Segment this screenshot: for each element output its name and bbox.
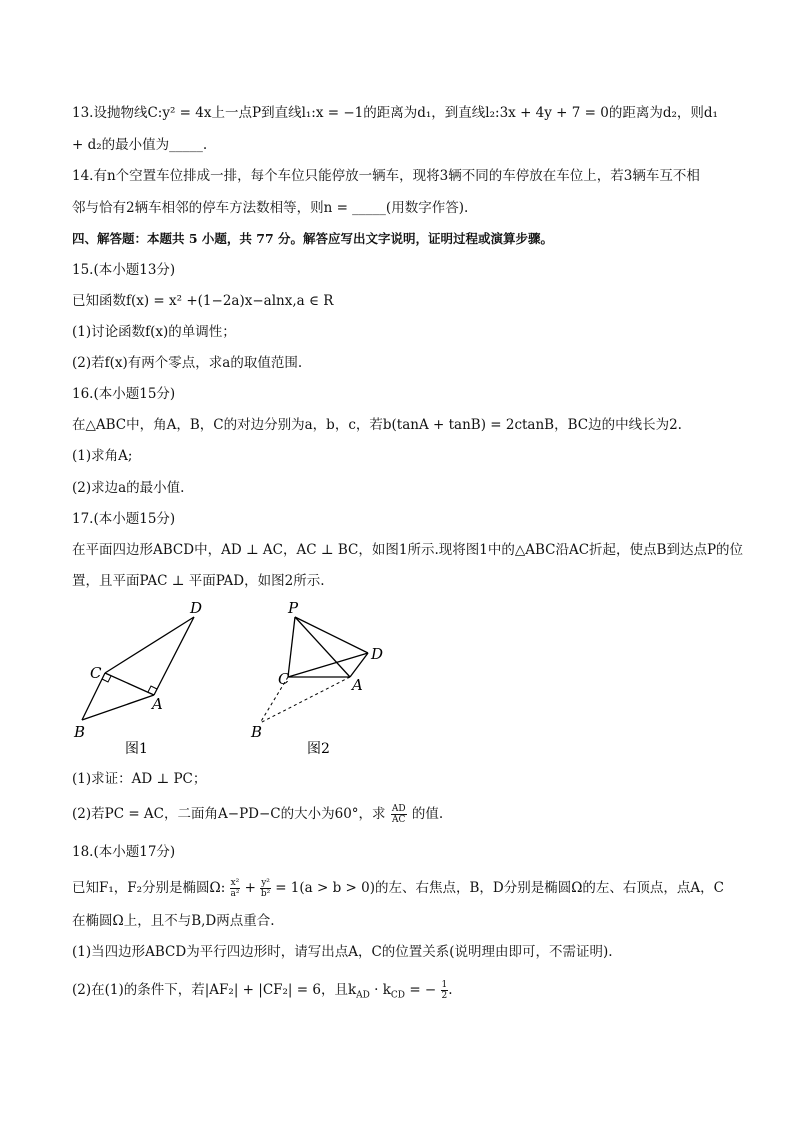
q17-part2-pre: (2)若PC = AC，二面角A−PD−C的大小为60°，求	[72, 806, 386, 822]
q18-header: 18.(本小题17分)	[72, 844, 176, 860]
q16-part1: (1)求角A;	[72, 448, 133, 464]
q17-stem-line2: 置，且平面PAC ⊥ 平面PAD，如图2所示.	[72, 573, 325, 589]
q18-fraction-y-num: y²	[261, 878, 270, 888]
q18-part2-pre: (2)在(1)的条件下，若|AF₂| + |CF₂| = 6，且k	[72, 982, 357, 998]
q17-fraction-num: AD	[391, 804, 406, 814]
fig1-edge-ca	[105, 673, 154, 695]
q16-header: 16.(本小题15分)	[72, 386, 176, 402]
fig1-label-a: A	[152, 695, 163, 713]
q15-part2: (2)若f(x)有两个零点，求a的取值范围.	[72, 355, 303, 371]
fig2-edge-ad	[350, 653, 368, 677]
q18-part2-mid: · k	[369, 982, 391, 998]
q16-stem: 在△ABC中，角A，B，C的对边分别为a，b，c，若b(tanA + tanB) = 2ctanB，BC边的中线长为2.	[72, 417, 682, 433]
fig2-edge-pa	[295, 617, 350, 677]
q18-fraction-half-num: 1	[441, 980, 448, 990]
fig1-edge-cd	[105, 617, 194, 673]
q13-line1: 13.设抛物线C:y² = 4x上一点P到直线l₁:x = −1的距离为d₁，到直线l₂:3x + 4y + 7 = 0的距离为d₂，则d₁	[72, 105, 718, 121]
q15-stem: 已知函数f(x) = x² +(1−2a)x−alnx,a ∈ R	[72, 293, 334, 309]
fig1-caption: 图1	[125, 741, 148, 757]
q18-part1: (1)当四边形ABCD为平行四边形时，请写出点A，C的位置关系(说明理由即可，不需证明).	[72, 944, 613, 960]
fig2-label-d: D	[371, 645, 384, 663]
q18-fraction-x-den: a²	[230, 889, 240, 899]
q18-sub-cd: CD	[390, 990, 406, 1001]
q18-fraction-half-den: 2	[441, 991, 448, 1001]
q18-fraction-x-num: x²	[230, 878, 240, 888]
q18-fraction-x	[230, 878, 241, 899]
fig2-label-c: C	[278, 670, 290, 688]
q18-sub-ad: AD	[356, 990, 370, 1001]
q17-fraction-den: AC	[392, 815, 406, 825]
q15-header: 15.(本小题13分)	[72, 262, 176, 278]
fig2-caption: 图2	[307, 741, 330, 757]
fig2-edge-cd	[288, 653, 368, 677]
q17-part2-post: 的值.	[411, 806, 444, 822]
fig2-edge-ab-dashed	[260, 677, 350, 723]
section-heading: 四、解答题：本题共 5 小题，共 77 分。解答应写出文字说明，证明过程或演算步骤。	[72, 231, 554, 246]
q15-part1: (1)讨论函数f(x)的单调性；	[72, 324, 236, 340]
fig1-label-b: B	[74, 723, 86, 741]
q18-stem-line2: 在椭圆Ω上，且不与B,D两点重合.	[72, 913, 275, 929]
figure-1	[60, 595, 220, 765]
q17-part2	[72, 804, 443, 825]
q18-part2-eq: = −	[405, 982, 437, 998]
q18-stem-line1	[72, 878, 724, 899]
fig1-label-c: C	[90, 664, 102, 682]
figure-2	[240, 595, 400, 765]
q17-fraction	[391, 804, 407, 825]
q18-fraction-y	[260, 878, 271, 899]
q17-part1: (1)求证：AD ⊥ PC；	[72, 771, 207, 787]
q13-line2: + d₂的最小值为_____.	[72, 137, 208, 153]
fig2-label-a: A	[352, 676, 363, 694]
q18-stem-pre: 已知F₁，F₂分别是椭圆Ω:	[72, 880, 226, 896]
q14-line2: 邻与恰有2辆车相邻的停车方法数相等，则n = _____(用数字作答).	[72, 200, 469, 216]
q17-stem-line1: 在平面四边形ABCD中，AD ⊥ AC，AC ⊥ BC，如图1所示.现将图1中的△ABC沿AC折起，使点B到达点P的位	[72, 542, 744, 558]
q18-stem-post: = 1(a > b > 0)的左、右焦点，B，D分别是椭圆Ω的左、右顶点，点A，C	[275, 880, 725, 896]
fig2-label-b: B	[251, 723, 263, 741]
q18-part2	[72, 980, 453, 1005]
fig1-label-d: D	[190, 599, 203, 617]
q18-part2-end: .	[448, 982, 453, 998]
fig2-label-p: P	[288, 599, 299, 617]
fig2-edge-pc	[288, 617, 295, 677]
q17-header: 17.(本小题15分)	[72, 511, 176, 527]
q16-part2: (2)求边a的最小值.	[72, 480, 185, 496]
q18-plus: +	[244, 880, 256, 896]
fig1-edge-da	[154, 617, 194, 695]
q14-line1: 14.有n个空置车位排成一排，每个车位只能停放一辆车，现将3辆不同的车停放在车位上，若3辆车互不相	[72, 168, 700, 184]
q18-fraction-y-den: b²	[260, 889, 271, 899]
fig2-edge-pd	[295, 617, 368, 653]
